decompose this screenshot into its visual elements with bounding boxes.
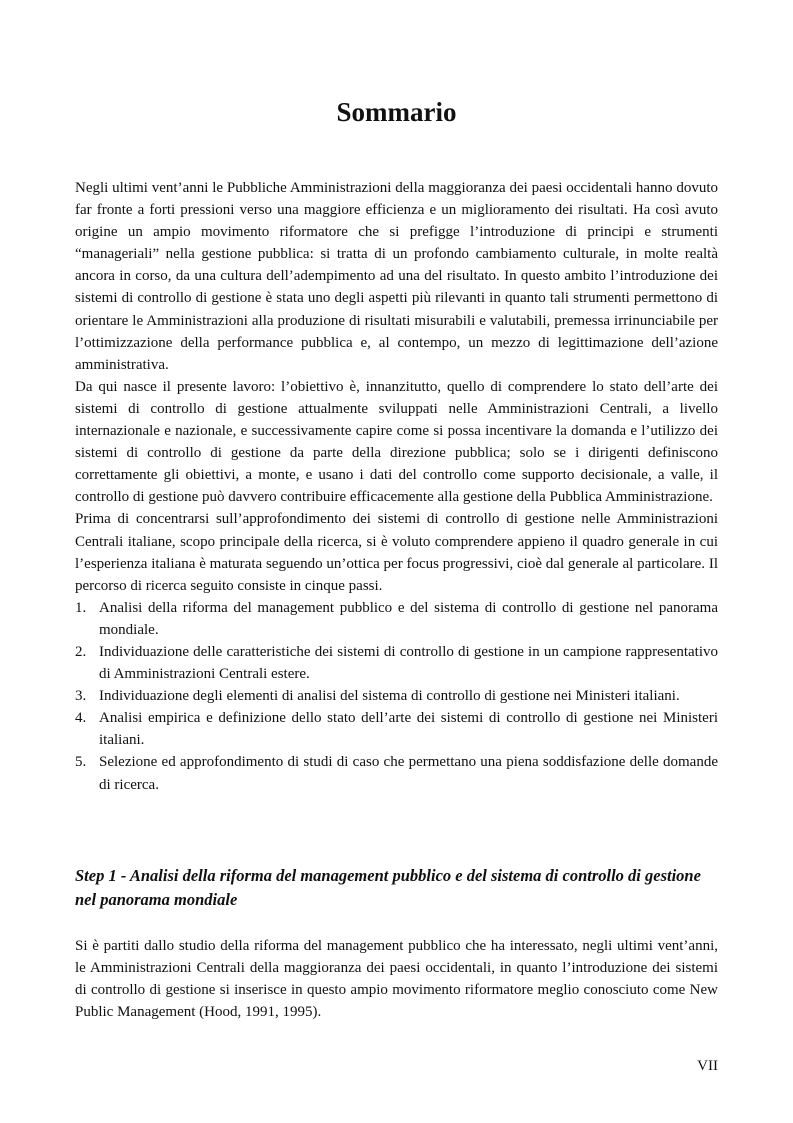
- list-item-number: 5.: [75, 754, 87, 771]
- list-item: [75, 685, 718, 707]
- list-item-text: Selezione ed approfondimento di studi di caso che permettano una piena soddisfazione delle domande di ricerca.: [99, 754, 718, 793]
- list-item-text: Individuazione delle caratteristiche dei sistemi di controllo di gestione in un campione rappresentativo di Amministrazioni Centrali estere.: [99, 643, 718, 683]
- list-item-text: Analisi della riforma del management pubblico e del sistema di controllo di gestione nel panorama mondiale.: [99, 599, 718, 638]
- list-item-number: 1.: [75, 599, 87, 616]
- list-item: [75, 597, 718, 641]
- list-item-number: 3.: [75, 688, 87, 705]
- list-item: [75, 707, 718, 751]
- page-title: Sommario: [336, 97, 457, 127]
- list-item-text: Individuazione degli elementi di analisi del sistema di controllo di gestione nei Ministeri italiani.: [99, 688, 680, 705]
- list-item: [75, 751, 718, 795]
- summary-body: [75, 177, 718, 796]
- list-item: [75, 641, 718, 685]
- document-page: [75, 0, 718, 1123]
- section-paragraph: Si è partiti dallo studio della riforma del management pubblico che ha interessato, negli ultimi vent’anni, le Amministrazioni Centrali della maggioranza dei paesi occidentali, in quanto l’introduzione dei sistemi di controllo di gestione si inserisce in questo ampio movimento riformatore meglio conosciuto come New Public Management (Hood, 1991, 1995).: [75, 938, 718, 1021]
- page-number: VII: [697, 1058, 718, 1074]
- research-steps-list: [75, 597, 718, 796]
- paragraph-approach: Prima di concentrarsi sull’approfondimento dei sistemi di controllo di gestione nelle Amministrazioni Centrali italiane, scopo principale della ricerca, si è voluto comprendere appieno il quadro generale in cui l’esperienza italiana è maturata seguendo un’ottica per focus progressivi, cioè dal generale al particolare. Il percorso di ricerca seguito consiste in cinque passi.: [75, 511, 718, 594]
- paragraph-intro: Negli ultimi vent’anni le Pubbliche Amministrazioni della maggioranza dei paesi occidentali hanno dovuto far fronte a forti pressioni verso una maggiore efficienza e un miglioramento dei risultati. Ha così avuto origine un ampio movimento riformatore che si prefigge l’introduzione di principi e strumenti “manageriali” nella gestione pubblica: si tratta di un profondo cambiamento culturale, in molte realtà ancora in corso, da una cultura dell’adempimento ad una del risultato. In questo ambito l’introduzione dei sistemi di controllo di gestione è stata uno degli aspetti più rilevanti in quanto tali strumenti permettono di orientare le Amministrazioni alla produzione di risultati misurabili e valutabili, premessa irrinunciabile per l’ottimizzazione della performance pubblica e, al contempo, un mezzo di legittimazione dell’azione amministrativa.: [75, 180, 718, 373]
- list-item-number: 2.: [75, 643, 87, 660]
- list-item-text: Analisi empirica e definizione dello stato dell’arte dei sistemi di controllo di gestione nei Ministeri italiani.: [99, 710, 718, 749]
- list-item-number: 4.: [75, 710, 87, 727]
- section-heading: Step 1 - Analisi della riforma del management pubblico e del sistema di controllo di gestione nel panorama mondiale: [75, 866, 701, 909]
- paragraph-objective: Da qui nasce il presente lavoro: l’obiettivo è, innanzitutto, quello di comprendere lo stato dell’arte dei sistemi di controllo di gestione attualmente sviluppati nelle Amministrazioni Centrali, a livello internazionale e nazionale, e successivamente capire come si possa incentivare la domanda e l’utilizzo dei sistemi di controllo di gestione da parte della direzione pubblica; solo se i dirigenti definiscono correttamente gli obiettivi, a monte, e usano i dati del controllo come supporto decisionale, a valle, il controllo di gestione può davvero contribuire efficacemente alla gestione della Pubblica Amministrazione.: [75, 378, 718, 506]
